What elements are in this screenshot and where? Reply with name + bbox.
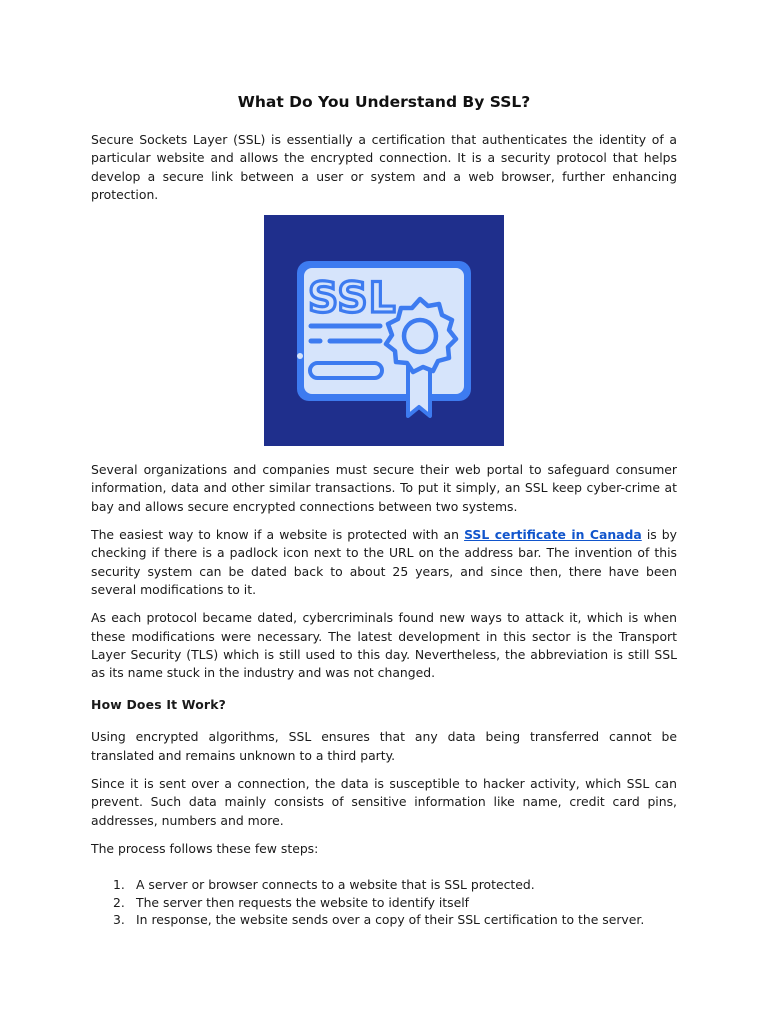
intro-paragraph: Secure Sockets Layer (SSL) is essentially a certification that authenticates the identity of a particular website and allows the encrypted connection. It is a security protocol that helps develop a secure link between a user or system and a web browser, further enhancing protection. <box>91 132 677 202</box>
list-item-number: 3. <box>113 912 125 928</box>
ssl-icon-text: SSL <box>308 273 397 323</box>
paragraph-padlock-end: is by checking if there is a padlock icon next to the URL on the address bar. The invention of this security system can be dated back to about 25 years, and since then, there have been several modifications to it. <box>91 527 677 597</box>
list-item <box>113 894 677 912</box>
list-item <box>113 876 677 894</box>
list-item-number: 1. <box>113 877 125 893</box>
list-item-text: The server then requests the website to identify itself <box>136 894 470 910</box>
paragraph-padlock <box>91 526 677 599</box>
list-item-text: In response, the website sends over a copy of their SSL certification to the server. <box>136 912 645 928</box>
page-title: What Do You Understand By SSL? <box>237 93 531 111</box>
list-item <box>113 911 677 929</box>
paragraph-tls: As each protocol became dated, cybercriminals found new ways to attack it, which is when these modifications were necessary. The latest development in this sector is the Transport Layer Security (TLS) which is still used to this day. Nevertheless, the abbreviation is still SSL as its name stuck in the industry and was not changed. <box>91 610 677 681</box>
paragraph-process-intro: The process follows these few steps: <box>91 840 319 856</box>
hero-image-container <box>91 215 677 446</box>
ssl-certificate-link[interactable]: SSL certificate in Canada <box>464 527 642 543</box>
paragraph-padlock-start: The easiest way to know if a website is protected with an <box>91 527 465 543</box>
list-item-text: A server or browser connects to a website that is SSL protected. <box>136 877 535 893</box>
paragraph-hacker-activity: Since it is sent over a connection, the data is susceptible to hacker activity, which SSL can prevent. Such data mainly consists of sensitive information like name, credit card pins, addresses, numbers and more. <box>91 776 677 828</box>
paragraph-encrypted-algorithms: Using encrypted algorithms, SSL ensures that any data being transferred cannot be translated and remains unknown to a third party. <box>91 729 677 763</box>
steps-list <box>91 876 677 929</box>
section-heading-how-it-works: How Does It Work? <box>91 697 227 713</box>
paragraph-organizations: Several organizations and companies must secure their web portal to safeguard consumer information, data and other similar transactions. To put it simply, an SSL keep cyber-crime at bay and allows secure encrypted connections between two systems. <box>91 462 677 514</box>
list-item-number: 2. <box>113 894 125 910</box>
ssl-certificate-icon <box>264 215 504 446</box>
